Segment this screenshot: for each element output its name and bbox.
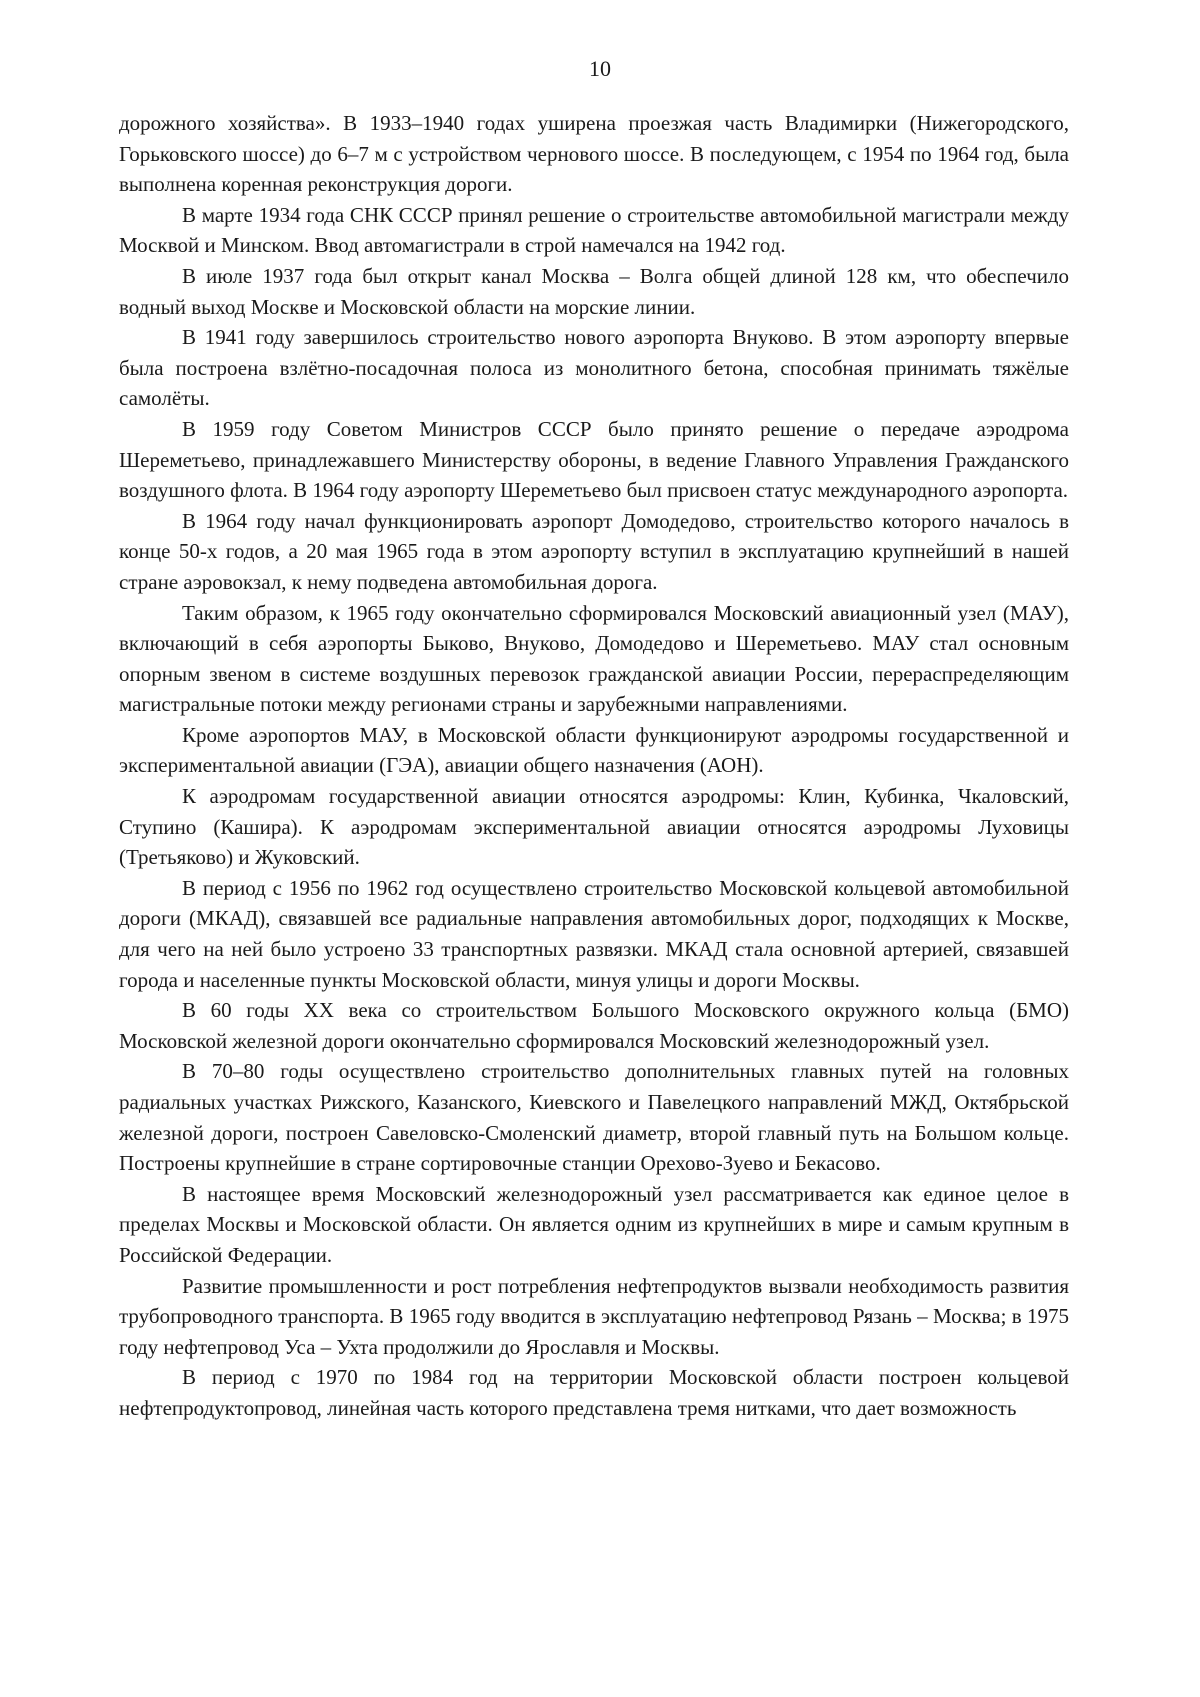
paragraph-bmo-railway-ring: В 60 годы XX века со строительством Большого Московского окружного кольца (БМО) Московской железной дороги окончательно сформировался Московский железнодорожный узел. xyxy=(119,998,1069,1053)
paragraph-gea-aon-airfields: Кроме аэропортов МАУ, в Московской области функционируют аэродромы государственной и экспериментальной авиации (ГЭА), авиации общего назначения (АОН). xyxy=(119,722,1069,778)
paragraph-state-aviation-airfields: К аэродромам государственной авиации относятся аэродромы: Клин, Кубинка, Чкаловский, Ступино (Кашира). К аэродромам экспериментальной авиации относятся аэродромы Луховицы (Третьяково) и Жуковский. xyxy=(119,784,1069,870)
paragraph-ring-pipeline: В период с 1970 по 1984 год на территории Московской области построен кольцевой нефтепродуктопровод, линейная часть которого представлена тремя нитками, что дает возможность xyxy=(119,1365,1069,1420)
paragraph-mkad-construction: В период с 1956 по 1962 год осуществлено строительство Московской кольцевой автомобильной дороги (МКАД), связавшей все радиальные направления автомобильных дорог, подходящих к Москве, для чего на ней было устроено 33 транспортных развязки. МКАД стала основной артерией, связавшей города и населенные пункты Московской области, минуя улицы и дороги Москвы. xyxy=(119,875,1069,992)
paragraph-moscow-aviation-hub: Таким образом, к 1965 году окончательно сформировался Московский авиационный узел (МАУ), включающий в себя аэропорты Быково, Внуково, Домодедово и Шереметьево. МАУ стал основным опорным звеном в системе воздушных перевозок гражданской авиации России, перераспределяющим магистральные потоки между регионами страны и зарубежными направлениями. xyxy=(119,600,1069,717)
paragraph-road-reconstruction: дорожного хозяйства». В 1933–1940 годах уширена проезжая часть Владимирки (Нижегородского, Горьковского шоссе) до 6–7 м с устройством чернового шоссе. В последующем, с 1954 по 1964 год, была выполнена коренная реконструкция дороги. xyxy=(119,111,1069,197)
paragraph-railway-hub-today: В настоящее время Московский железнодорожный узел рассматривается как единое целое в пределах Москвы и Московской области. Он является одним из крупнейших в мире и самым крупным в Российской Федерации. xyxy=(119,1181,1069,1267)
paragraph-sheremetyevo-airport: В 1959 году Советом Министров СССР было принято решение о передаче аэродрома Шереметьево, принадлежавшего Министерству обороны, в ведение Главного Управления Гражданского воздушного флота. В 1964 году аэропорту Шереметьево был присвоен статус международного аэропорта. xyxy=(119,416,1069,503)
paragraph-railway-expansion: В 70–80 годы осуществлено строительство дополнительных главных путей на головных радиальных участках Рижского, Казанского, Киевского и Павелецкого направлений МЖД, Октябрьской железной дороги, построен Савеловско-Смоленский диаметр, второй главный путь на Большом кольце. Построены крупнейшие в стране сортировочные станции Орехово-Зуево и Бекасово. xyxy=(119,1059,1069,1176)
page-number: 10 xyxy=(589,56,611,81)
paragraph-domodedovo-airport: В 1964 году начал функционировать аэропорт Домодедово, строительство которого началось в конце 50-х годов, а 20 мая 1965 года в этом аэропорту вступил в эксплуатацию крупнейший в нашей стране аэровокзал, к нему подведена автомобильная дорога. xyxy=(119,508,1069,594)
paragraph-moscow-volga-canal: В июле 1937 года был открыт канал Москва – Волга общей длиной 128 км, что обеспечило водный выход Москве и Московской области на морские линии. xyxy=(119,263,1069,319)
paragraph-vnukovo-airport: В 1941 году завершилось строительство нового аэропорта Внуково. В этом аэропорту впервые была построена взлётно-посадочная полоса из монолитного бетона, способная принимать тяжёлые самолёты. xyxy=(119,325,1069,411)
page-body xyxy=(119,108,1069,1424)
paragraph-pipeline-transport: Развитие промышленности и рост потребления нефтепродуктов вызвали необходимость развития трубопроводного транспорта. В 1965 году вводится в эксплуатацию нефтепровод Рязань – Москва; в 1975 году нефтепровод Уса – Ухта продолжили до Ярославля и Москвы. xyxy=(119,1273,1069,1359)
paragraph-moscow-minsk-highway: В марте 1934 года СНК СССР принял решение о строительстве автомобильной магистрали между Москвой и Минском. Ввод автомагистрали в строй намечался на 1942 год. xyxy=(119,202,1069,258)
